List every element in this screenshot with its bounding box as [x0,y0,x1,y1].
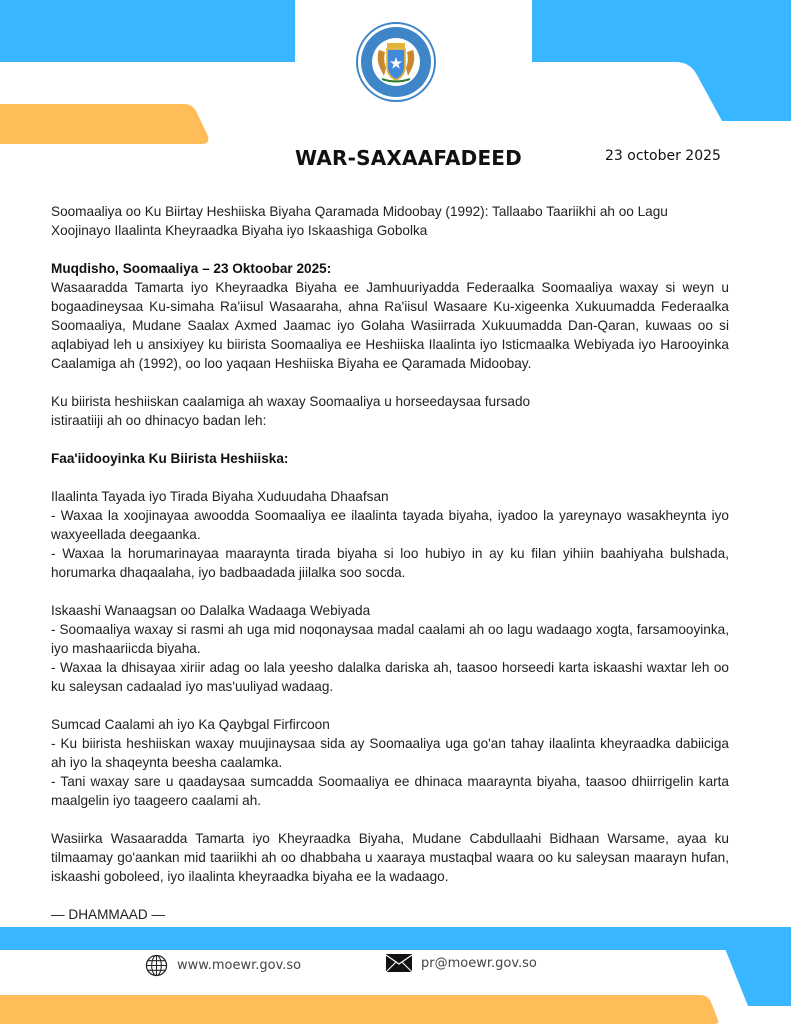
section-point: - Tani waxay sare u qaadaysaa sumcadda Soomaaliya ee dhinaca maaraynta biyaha, taasoo dhiirrigelin karta maalgelin iyo taageero caalami ah. [51,774,729,808]
benefits-heading: Faa'iidooyinka Ku Biirista Heshiiska: [51,451,289,466]
lead-line-2: istiraatiiji ah oo dhinacyo badan leh: [51,413,267,428]
section-point: - Soomaaliya waxay si rasmi ah uga mid noqonaysaa madal caalami ah oo lagu wadaago xogta, farsamooyinka, iyo mashaariicda biyaha. [51,622,729,656]
lead-line-1: Ku biirista heshiiskan caalamiga ah waxay Soomaaliya u horseedaysaa fursado [51,394,531,409]
page-title: WAR-SAXAAFADEED [295,146,522,170]
section-point: - Waxaa la horumarinayaa maaraynta tirada biyaha si loo hubiyo in ay ku filan yihiin baahiyaha bulshada, horumarka dhaqaalaha, iyo badbaadada jiilalka soo socda. [51,546,729,580]
header-blue-band-right [532,0,791,121]
footer-decoration [0,924,791,1024]
section-heading: Ilaalinta Tayada iyo Tirada Biyaha Xuduudaha Dhaafsan [51,489,389,504]
press-release-body [51,202,729,924]
ministry-seal [355,10,437,115]
section-heading: Sumcad Caalami ah iyo Ka Qaybgal Firfircoon [51,717,330,732]
globe-icon [145,954,168,977]
email-link[interactable]: pr@moewr.gov.so [421,955,537,971]
somalia-coat-of-arms-icon [355,10,437,115]
website-link[interactable]: www.moewr.gov.so [177,958,302,973]
headline: Soomaaliya oo Ku Biirtay Heshiiska Biyaha Qaramada Midoobay (1992): Tallaabo Taariikhi ah oo Lagu Xoojinayo Ilaalinta Kheyraadka Biyaha iyo Iskaashiga Gobolka [51,204,668,238]
end-mark: — DHAMMAAD — [51,907,166,922]
footer-orange-band [0,995,719,1024]
header-orange-band [0,104,208,144]
footer-website [145,954,301,977]
footer-blue-band-top [0,927,791,950]
envelope-icon [386,954,412,972]
footer-email [386,954,537,972]
section-heading: Iskaashi Wanaagsan oo Dalalka Wadaaga Webiyada [51,603,371,618]
intro-paragraph: Wasaaradda Tamarta iyo Kheyraadka Biyaha ee Jamhuuriyadda Federaalka Soomaaliya waxay si weyn u bogaadineysaa Ku-simaha Ra'iisul Wasaaraha, ahna Ra'iisul Wasaare Ku-xigeenka Xukuumadda Federaalka Soomaaliya, Mudane Saalax Axmed Jaamac iyo Golaha Wasiirrada Xukuumadda Dan-Qaran, kuwaas oo si aqlabiyad leh u ansixiyey ku biirista Soomaaliya ee Heshiiska Ilaalinta iyo Isticmaalka Webiyada iyo Harooyinka Caalamiga ah (1992), oo loo yaqaan Heshiiska Biyaha ee Qaramada Midoobay. [51,280,729,371]
closing-paragraph: Wasiirka Wasaaradda Tamarta iyo Kheyraadka Biyaha, Mudane Cabdullaahi Bidhaan Warsame, ayaa ku tilmaamay go'aankan mid taariikhi ah oo dhabbaha u xaaraya mustaqbal waara oo ku saleysan maarayn hufan, iskaashi goboleed, iyo ilaalinta kheyraadka biyaha ee la wadaago. [51,831,729,884]
release-date: 23 october 2025 [605,148,721,164]
section-point: - Waxaa la dhisayaa xiriir adag oo lala yeesho dalalka dariska ah, taasoo horseedi karta iskaashi waxtar leh oo ku saleysan cadaalad iyo mas'uuliyad wadaag. [51,660,729,694]
header-blue-band-left [0,0,295,62]
dateline: Muqdisho, Soomaaliya – 23 Oktoobar 2025: [51,261,332,276]
section-point: - Ku biirista heshiiskan waxay muujinaysaa sida ay Soomaaliya uga go'an tahay ilaalinta kheyraadka dabiiciga ah iyo la shaqeynta beesha caalamka. [51,736,729,770]
section-point: - Waxaa la xoojinayaa awoodda Soomaaliya ee ilaalinta tayada biyaha, iyadoo la yareynayo wasakheynta iyo waxyeellada deegaanka. [51,508,729,542]
